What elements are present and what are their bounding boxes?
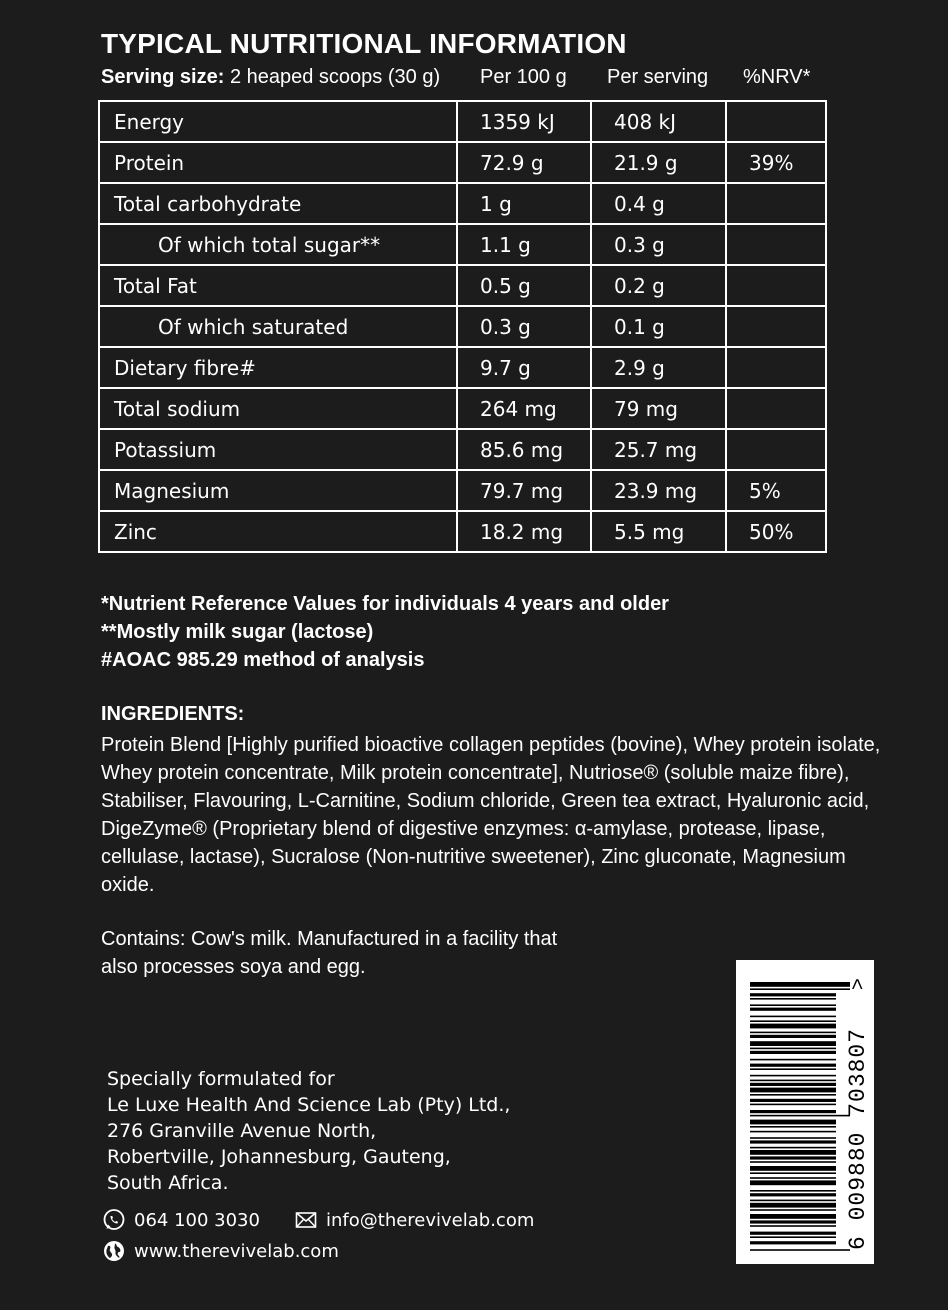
table-row	[99, 224, 826, 265]
value-per-serving: 21.9 g	[591, 142, 726, 183]
barcode-bar	[750, 1008, 836, 1011]
barcode-bar	[750, 1099, 836, 1102]
nutrient-name: Total carbohydrate	[99, 183, 457, 224]
table-row	[99, 511, 826, 552]
globe-icon	[102, 1239, 126, 1263]
footnote-fibre: #AOAC 985.29 method of analysis	[101, 649, 425, 671]
col-header-per-serving: Per serving	[607, 66, 709, 88]
barcode-bar	[750, 1115, 850, 1117]
col-header-per100: Per 100 g	[480, 66, 567, 88]
barcode-bar	[750, 1193, 836, 1196]
mail-icon	[294, 1208, 318, 1232]
barcode-bar	[750, 1051, 836, 1054]
barcode-bar	[750, 1200, 836, 1202]
nutrient-name: Of which total sugar**	[99, 224, 457, 265]
value-nrv	[726, 306, 826, 347]
col-header-nrv: %NRV*	[743, 66, 811, 88]
nutrient-name: Potassium	[99, 429, 457, 470]
table-row	[99, 429, 826, 470]
value-nrv	[726, 388, 826, 429]
barcode-bar	[750, 1104, 836, 1106]
barcode-bar	[750, 1172, 836, 1174]
barcode-bar	[750, 1177, 836, 1179]
barcode-bar	[750, 1088, 836, 1093]
nutrient-name: Dietary fibre#	[99, 347, 457, 388]
manufacturer-address	[107, 1066, 510, 1196]
page-title: TYPICAL NUTRITIONAL INFORMATION	[101, 28, 627, 59]
barcode-bar	[750, 1232, 836, 1235]
nutrient-name: Total sodium	[99, 388, 457, 429]
barcode-bar	[750, 1126, 836, 1128]
value-per100: 0.5 g	[457, 265, 591, 306]
email-contact	[294, 1208, 534, 1232]
value-per100: 85.6 mg	[457, 429, 591, 470]
barcode-bar	[750, 1214, 836, 1219]
phone-number[interactable]: 064 100 3030	[134, 1209, 260, 1231]
barcode-bar	[750, 1083, 836, 1086]
barcode-bar	[750, 1241, 836, 1244]
website-contact	[102, 1239, 339, 1263]
barcode-bar	[750, 1156, 836, 1159]
barcode-bar	[750, 1035, 836, 1038]
nutrient-name: Total Fat	[99, 265, 457, 306]
value-per-serving: 0.4 g	[591, 183, 726, 224]
value-per-serving: 5.5 mg	[591, 511, 726, 552]
barcode-bar	[750, 1080, 836, 1082]
barcode-bar	[750, 1131, 836, 1133]
ingredients-text: Protein Blend [Highly purified bioactive collagen peptides (bovine), Whey protein isolate, Whey protein concentrate, Milk protein concentrate], Nutriose® (soluble maize fibre), Stabiliser, Flavouring, L-Carnitine, Sodium chloride, Green tea extract, Hyaluronic acid, DigeZyme® (Proprietary blend of digestive enzymes: α-amylase, protease, lipase, cellulase, lactase), Sucralose (Non-nutritive sweetener), Zinc gluconate, Magnesium oxide.	[101, 734, 881, 896]
table-row	[99, 183, 826, 224]
barcode-bar	[750, 1236, 836, 1238]
value-per-serving: 0.3 g	[591, 224, 726, 265]
value-per100: 79.7 mg	[457, 470, 591, 511]
barcode-bar	[750, 1225, 836, 1227]
value-per100: 264 mg	[457, 388, 591, 429]
barcode-bar	[750, 1203, 836, 1208]
footnote-sugar: **Mostly milk sugar (lactose)	[101, 621, 374, 643]
table-row	[99, 265, 826, 306]
table-row	[99, 101, 826, 142]
serving-size	[101, 66, 440, 89]
phone-contact	[102, 1208, 260, 1232]
barcode-bar	[750, 1220, 836, 1223]
value-nrv	[726, 101, 826, 142]
barcode-bar	[750, 1048, 836, 1050]
value-nrv	[726, 265, 826, 306]
serving-size-value: 2 heaped scoops (30 g)	[229, 66, 441, 88]
value-per100: 72.9 g	[457, 142, 591, 183]
barcode-bar	[750, 1209, 836, 1211]
address-line: Le Luxe Health And Science Lab (Pty) Ltd.,	[107, 1094, 511, 1116]
value-per-serving: 0.1 g	[591, 306, 726, 347]
address-line: South Africa.	[107, 1172, 229, 1194]
value-nrv	[726, 347, 826, 388]
barcode-digits: 6 009880 703807	[845, 1027, 871, 1250]
value-per100: 1359 kJ	[457, 101, 591, 142]
barcode-bar	[750, 1140, 836, 1143]
barcode-graphic	[736, 960, 874, 1264]
value-nrv	[726, 224, 826, 265]
value-nrv: 39%	[726, 142, 826, 183]
barcode-bar	[750, 1180, 836, 1185]
nutrient-name: Of which saturated	[99, 306, 457, 347]
table-row	[99, 306, 826, 347]
allergen-statement: Contains: Cow's milk. Manufactured in a facility that also processes soya and egg.	[101, 928, 558, 978]
value-per-serving: 408 kJ	[591, 101, 726, 142]
barcode-bar	[750, 988, 850, 990]
table-row	[99, 388, 826, 429]
barcode-bar	[750, 1064, 836, 1067]
barcode-bar	[750, 1041, 836, 1046]
value-per100: 1 g	[457, 183, 591, 224]
serving-size-label: Serving size:	[101, 66, 225, 88]
value-nrv	[726, 183, 826, 224]
value-per-serving: 25.7 mg	[591, 429, 726, 470]
nutrient-name: Energy	[99, 101, 457, 142]
table-row	[99, 347, 826, 388]
value-per-serving: 2.9 g	[591, 347, 726, 388]
barcode-bar	[750, 1020, 836, 1022]
barcode-bar	[750, 998, 836, 1000]
barcode-arrow: >	[847, 978, 869, 990]
value-per100: 0.3 g	[457, 306, 591, 347]
barcode-bar	[750, 1150, 836, 1155]
nutrient-name: Protein	[99, 142, 457, 183]
barcode-bar	[750, 1120, 836, 1125]
barcode-bar	[750, 1059, 836, 1061]
ingredients-title: INGREDIENTS:	[101, 703, 245, 725]
barcode-bar	[750, 1075, 836, 1077]
address-line: Specially formulated for	[107, 1068, 335, 1090]
barcode	[736, 960, 874, 1264]
whatsapp-icon	[102, 1208, 126, 1232]
value-nrv	[726, 429, 826, 470]
barcode-bar	[750, 1016, 836, 1018]
value-per100: 9.7 g	[457, 347, 591, 388]
value-per-serving: 23.9 mg	[591, 470, 726, 511]
website-url[interactable]: www.therevivelab.com	[134, 1240, 339, 1262]
value-nrv: 50%	[726, 511, 826, 552]
value-per-serving: 0.2 g	[591, 265, 726, 306]
value-per100: 1.1 g	[457, 224, 591, 265]
barcode-bar	[750, 1032, 836, 1034]
table-row	[99, 142, 826, 183]
barcode-bar	[750, 1004, 836, 1006]
barcode-bar	[750, 993, 836, 996]
email-address[interactable]: info@therevivelab.com	[326, 1209, 535, 1231]
barcode-bar	[750, 1190, 836, 1192]
nutrient-name: Magnesium	[99, 470, 457, 511]
address-line: 276 Granville Avenue North,	[107, 1120, 377, 1142]
nutrient-name: Zinc	[99, 511, 457, 552]
value-per-serving: 79 mg	[591, 388, 726, 429]
footnotes	[101, 590, 669, 674]
value-nrv: 5%	[726, 470, 826, 511]
nutrition-table	[98, 100, 827, 553]
barcode-bar	[750, 1166, 836, 1171]
barcode-bar	[750, 1068, 836, 1070]
barcode-bar	[750, 1147, 836, 1149]
barcode-bar	[750, 1024, 836, 1029]
footnote-nrv: *Nutrient Reference Values for individuals 4 years and older	[101, 593, 669, 615]
barcode-bar	[750, 982, 850, 987]
barcode-bar	[750, 1161, 836, 1163]
barcode-bar	[750, 1094, 836, 1096]
barcode-bar	[750, 1249, 850, 1251]
barcode-bar	[750, 1110, 836, 1113]
value-per100: 18.2 mg	[457, 511, 591, 552]
address-line: Robertville, Johannesburg, Gauteng,	[107, 1146, 451, 1168]
barcode-bar	[750, 1137, 836, 1139]
table-row	[99, 470, 826, 511]
